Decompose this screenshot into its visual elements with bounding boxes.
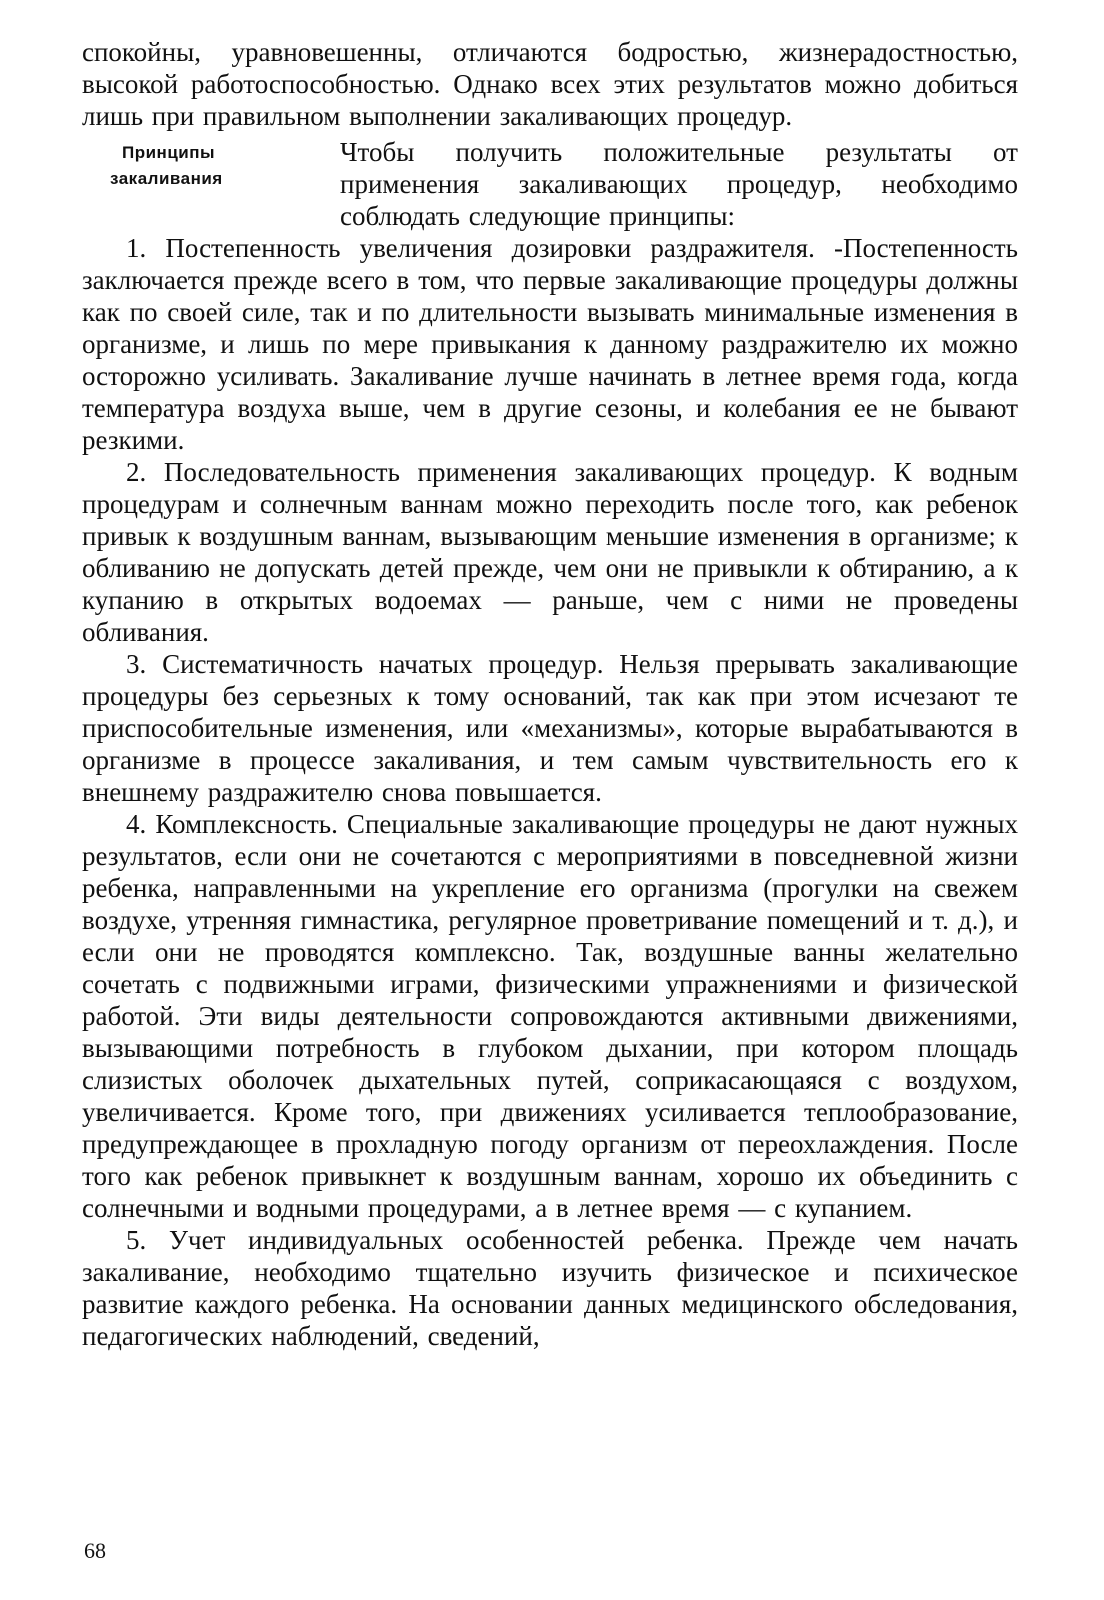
page-body xyxy=(82,36,1018,1352)
principle-5-paragraph: 5. Учет индивидуальных особенностей ребенка. Прежде чем начать закаливание, необходимо тщательно изучить физическое и психическое развитие каждого ребенка. На основании данных медицинского обследования, педагогических наблюдений, сведений, xyxy=(82,1225,1018,1351)
principle-3-paragraph: 3. Систематичность начатых процедур. Нельзя прерывать закаливающие процедуры без серьезных к тому оснований, так как при этом исчезают те приспособительные изменения, или «механизмы», которые вырабатываются в организме в процессе закаливания, и тем самым чувствительность его к внешнему раздражителю снова повышается. xyxy=(82,649,1018,807)
side-heading-line-2: закаливания xyxy=(110,169,223,188)
paragraph-continued: спокойны, уравновешенны, отличаются бодростью, жизнерадостностью, высокой работоспособностью. Однако всех этих результатов можно добиться лишь при правильном выполнении закаливающих процедур. xyxy=(82,37,1018,131)
side-heading xyxy=(110,140,292,192)
section-principles-of-hardening xyxy=(82,136,1018,232)
side-heading-line-1: Принципы xyxy=(122,143,216,162)
intro-paragraph: Чтобы получить положительные результаты от применения закаливающих процедур, необходимо соблюдать следующие принципы: xyxy=(340,137,1018,231)
principle-4-paragraph: 4. Комплексность. Специальные закаливающие процедуры не дают нужных результатов, если они не сочетаются с мероприятиями в повседневной жизни ребенка, направленными на укрепление его организма (прогулки на свежем воздухе, утренняя гимнастика, регулярное проветривание помещений и т. д.), и если они не проводятся комплексно. Так, воздушные ванны желательно сочетать с подвижными играми, физическими упражнениями и физической работой. Эти виды деятельности сопровождаются активными движениями, вызывающими потребность в глубоком дыхании, при котором площадь слизистых оболочек дыхательных путей, соприкасающаяся с воздухом, увеличивается. Кроме того, при движениях усиливается теплообразование, предупреждающее в прохладную погоду организм от переохлаждения. После того как ребенок привыкнет к воздушным ваннам, хорошо их объединить с солнечными и водными процедурами, а в летнее время — с купанием. xyxy=(82,809,1018,1223)
principle-1-paragraph: 1. Постепенность увеличения дозировки раздражителя. -Постепенность заключается прежде всего в том, что первые закаливающие процедуры должны как по своей силе, так и по длительности вызывать минимальные изменения в организме, и лишь по мере привыкания к данному раздражителю их можно осторожно усиливать. Закаливание лучше начинать в летнее время года, когда температура воздуха выше, чем в другие сезоны, и колебания ее не бывают резкими. xyxy=(82,233,1018,455)
page-number: 68 xyxy=(84,1538,106,1563)
principle-2-paragraph: 2. Последовательность применения закаливающих процедур. К водным процедурам и солнечным ваннам можно переходить после того, как ребенок привык к воздушным ваннам, вызывающим меньшие изменения в организме; к обливанию не допускать детей прежде, чем они не привыкли к обтиранию, а к купанию в открытых водоемах — раньше, чем с ними не проведены обливания. xyxy=(82,457,1018,647)
